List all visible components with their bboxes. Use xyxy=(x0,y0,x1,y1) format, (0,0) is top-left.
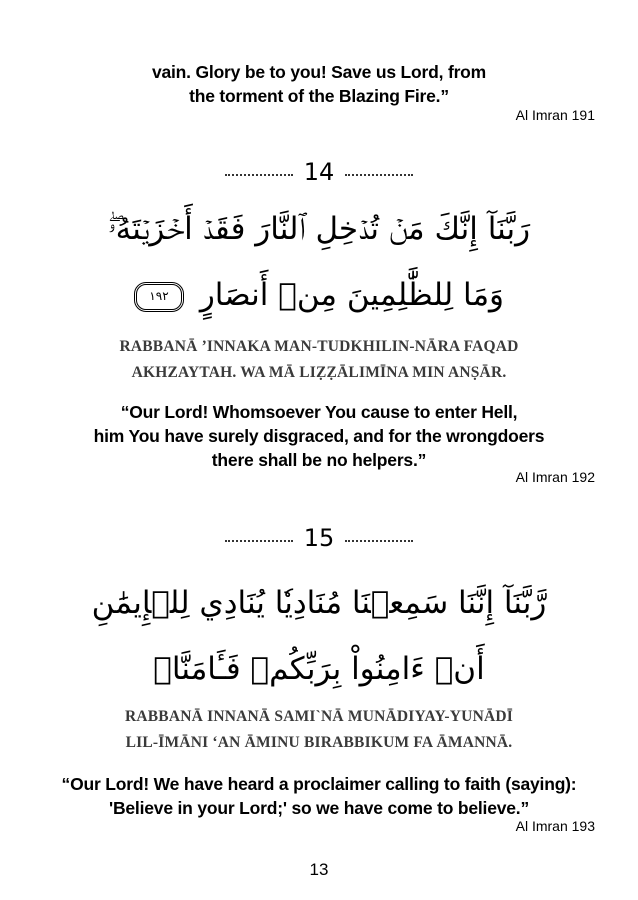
translation-line: there shall be no helpers.” xyxy=(211,450,427,470)
translation-line: “Our Lord! We have heard a proclaimer calling to faith (saying): xyxy=(61,774,577,794)
top-translation-line: vain. Glory be to you! Save us Lord, from xyxy=(151,62,487,82)
transliteration-line: RABBANĀ ’INNAKA MAN-TUDKHILIN-NĀRA FAQAD xyxy=(119,338,519,355)
section-number: 15 xyxy=(303,524,335,552)
top-translation-line: the torment of the Blazing Fire.” xyxy=(189,86,449,106)
section-number: 14 xyxy=(303,158,335,186)
dotted-rule-right xyxy=(345,174,413,176)
dotted-rule-left xyxy=(225,540,293,542)
arabic-line: رَّبَّنَآ إِنَّنَا سَمِعۡنَا مُنَادِيٗا يُنَادِي لِلۡإِيمَٰنِ xyxy=(91,585,547,621)
arabic-line-2 xyxy=(60,262,578,328)
reference-192: Al Imran 192 xyxy=(515,469,595,485)
top-translation xyxy=(40,60,598,108)
section-14-transliteration xyxy=(40,334,598,386)
reference-193: Al Imran 193 xyxy=(515,818,595,834)
dotted-rule-left xyxy=(225,174,293,176)
ayah-end-marker: ١٩٢ xyxy=(134,282,184,312)
section-15-heading xyxy=(0,524,638,554)
section-15-arabic xyxy=(60,570,578,702)
section-14-translation xyxy=(40,400,598,472)
reference-191: Al Imran 191 xyxy=(515,107,595,123)
section-15-translation xyxy=(30,772,608,820)
arabic-line: وَمَا لِلظَّٰلِمِينَ مِنۡ أَنصَارٍ xyxy=(199,277,505,313)
dotted-rule-right xyxy=(345,540,413,542)
section-14-arabic xyxy=(60,196,578,328)
page-number: 13 xyxy=(309,860,329,879)
transliteration-line: LIL-ĪMĀNI ‘AN ĀMINU BIRABBIKUM FA ĀMANNĀ. xyxy=(125,734,513,751)
transliteration-line: RABBANĀ INNANĀ SAMI`NĀ MUNĀDIYAY-YUNĀDĪ xyxy=(124,708,513,725)
transliteration-line: AKHZAYTAH. WA MĀ LIẒẒĀLIMĪNA MIN ANṢĀR. xyxy=(131,364,507,381)
arabic-line: رَبَّنَآ إِنَّكَ مَنۡ تُدۡخِلِ ٱلنَّارَ فَقَدۡ أَخۡزَيۡتَهُۥۖ xyxy=(107,211,531,247)
translation-line: him You have surely disgraced, and for the wrongdoers xyxy=(93,426,545,446)
translation-line: 'Believe in your Lord;' so we have come to believe.” xyxy=(109,798,529,818)
section-15-transliteration xyxy=(40,704,598,756)
translation-line: “Our Lord! Whomsoever You cause to enter Hell, xyxy=(120,402,518,422)
section-14-heading xyxy=(0,158,638,188)
arabic-line: أَنۡ ءَامِنُواْ بِرَبِّكُمۡ فَـَٔامَنَّاۚ xyxy=(153,651,485,687)
